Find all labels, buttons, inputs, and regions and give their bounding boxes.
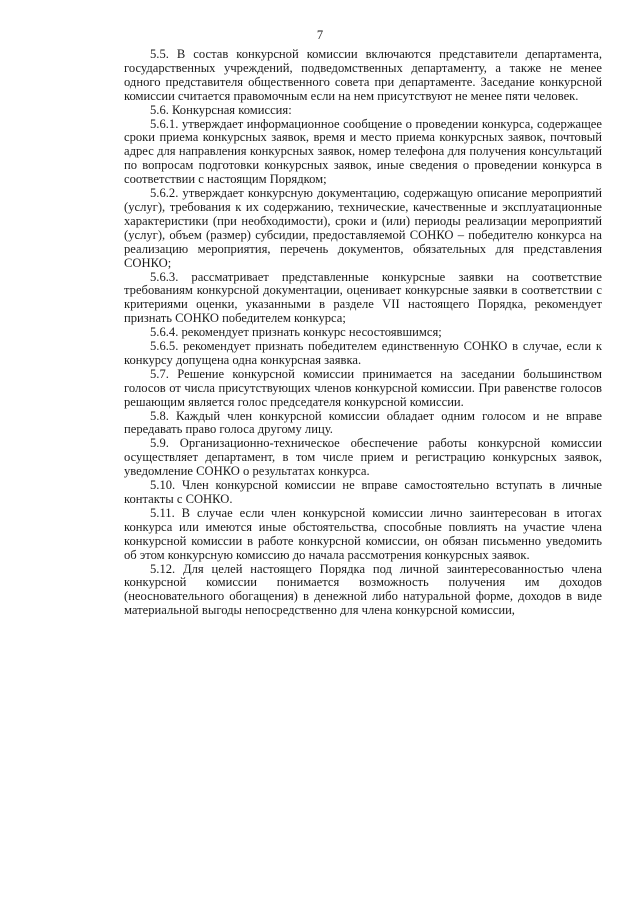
paragraph-5-6-5: 5.6.5. рекомендует признать победителем единственную СОНКО в случае, если к конкурсу допущена одна конкурсная заявка. xyxy=(124,339,602,367)
paragraph-5-5: 5.5. В состав конкурсной комиссии включаются представители департамента, государственных учреждений, подведомственных департаменту, а также не менее одного представителя общественного совета при департаменте. Заседание конкурсной комиссии считается правомочным если на нем присутствуют не менее пяти человек. xyxy=(124,47,602,103)
paragraph-5-10: 5.10. Член конкурсной комиссии не вправе самостоятельно вступать в личные контакты с СОНКО. xyxy=(124,478,602,506)
paragraph-5-6-2: 5.6.2. утверждает конкурсную документацию, содержащую описание мероприятий (услуг), требования к их содержанию, технические, качественные и эксплуатационные характеристики (при необходимости), сроки и (или) периоды реализации мероприятий (услуг), объем (размер) субсидии, предоставляемой СОНКО – победителю конкурса на реализацию мероприятия, перечень документов, обязательных для представления СОНКО; xyxy=(124,186,602,270)
paragraph-5-12: 5.12. Для целей настоящего Порядка под личной заинтересованностью члена конкурсной комиссии понимается возможность получения им доходов (неосновательного обогащения) в денежной либо натуральной форме, доходов в виде материальной выгоды непосредственно для члена конкурсной комиссии, xyxy=(124,561,602,618)
paragraph-5-6-3: 5.6.3. рассматривает представленные конкурсные заявки на соответствие требованиям конкурсной документации, оценивает конкурсные заявки в соответствии с критериями оценки, указанными в разделе VII настоящего Порядка, рекомендует признать СОНКО победителем конкурса; xyxy=(124,269,602,326)
document-body xyxy=(124,48,602,618)
paragraph-5-6: 5.6. Конкурсная комиссия: xyxy=(150,102,292,117)
paragraph-5-6-1: 5.6.1. утверждает информационное сообщение о проведении конкурса, содержащее сроки приема конкурсных заявок, время и место приема конкурсных заявок, почтовый адрес для направления конкурсных заявок, номер телефона для получения консультаций по вопросам подготовки конкурсных заявок, иные сведения о проведении конкурса в соответствии с настоящим Порядком; xyxy=(124,116,602,187)
paragraph-5-11: 5.11. В случае если член конкурсной комиссии лично заинтересован в итогах конкурса или имеются иные обстоятельства, способные повлиять на участие члена конкурсной комиссии в работе конкурсной комиссии, он обязан письменно уведомить об этом конкурсную комиссию до начала рассмотрения конкурсных заявок. xyxy=(124,505,602,562)
paragraph-5-8: 5.8. Каждый член конкурсной комиссии обладает одним голосом и не вправе передавать право голоса другому лицу. xyxy=(124,408,602,437)
paragraph-5-6-4: 5.6.4. рекомендует признать конкурс несостоявшимся; xyxy=(150,325,442,340)
paragraph-5-9: 5.9. Организационно-техническое обеспечение работы конкурсной комиссии осуществляет департамент, в том числе прием и регистрацию конкурсных заявок, уведомление СОНКО о результатах конкурса. xyxy=(124,436,602,479)
paragraph-5-7: 5.7. Решение конкурсной комиссии принимается на заседании большинством голосов от числа присутствующих членов конкурсной комиссии. При равенстве голосов решающим является голос председателя конкурсной комиссии. xyxy=(124,366,602,409)
page-number: 7 xyxy=(316,28,324,42)
